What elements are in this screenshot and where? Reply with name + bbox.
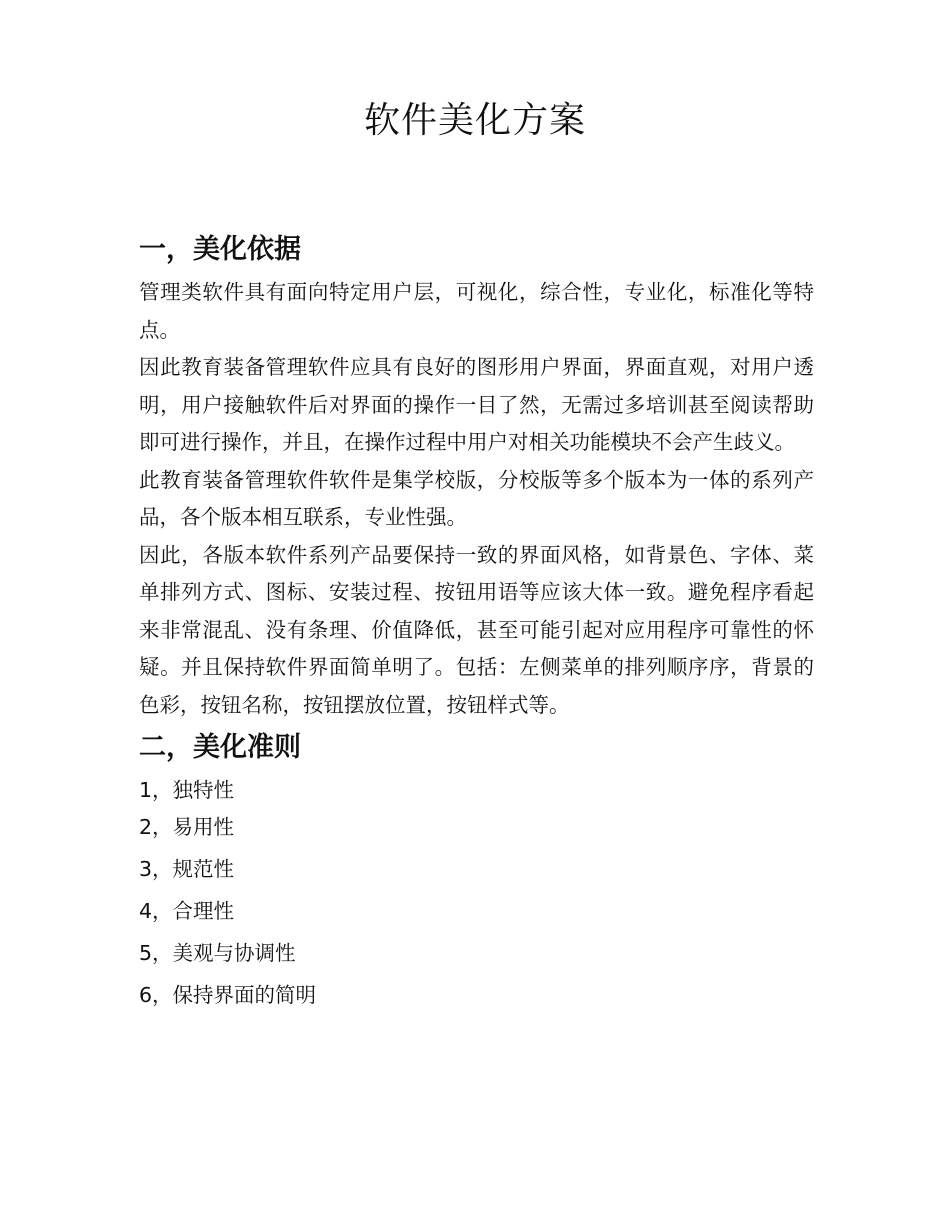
paragraph: 因此教育装备管理软件应具有良好的图形用户界面，界面直观，对用户透明，用户接触软件后对界面的操作一目了然，无需过多培训甚至阅读帮助即可进行操作，并且，在操作过程中用户对相关功能模块不会产生歧义。	[139, 355, 814, 454]
document-body	[139, 228, 814, 1014]
principles-list	[139, 772, 814, 1014]
paragraph: 因此，各版本软件系列产品要保持一致的界面风格，如背景色、字体、菜单排列方式、图标、安装过程、按钮用语等应该大体一致。避免程序看起来非常混乱、没有条理、价值降低，甚至可能引起对应用程序可靠性的怀疑。并且保持软件界面简单明了。包括：左侧菜单的排列顺序序，背景的色彩，按钮名称，按钮摆放位置，按钮样式等。	[139, 542, 814, 717]
list-item: 1，独特性	[139, 778, 235, 802]
list-item: 6，保持界面的简明	[139, 983, 317, 1007]
paragraph: 此教育装备管理软件软件是集学校版，分校版等多个版本为一体的系列产品，各个版本相互联系，专业性强。	[139, 467, 814, 529]
document-title: 软件美化方案	[363, 100, 586, 141]
list-item: 2，易用性	[139, 815, 235, 839]
list-item: 5，美观与协调性	[139, 941, 296, 965]
section-heading-basis: 一，美化依据	[139, 234, 301, 265]
list-item: 4，合理性	[139, 899, 235, 923]
paragraph: 管理类软件具有面向特定用户层，可视化，综合性，专业化，标准化等特点。	[139, 280, 814, 342]
list-item: 3，规范性	[139, 857, 235, 881]
section-heading-principles: 二，美化准则	[139, 732, 301, 763]
